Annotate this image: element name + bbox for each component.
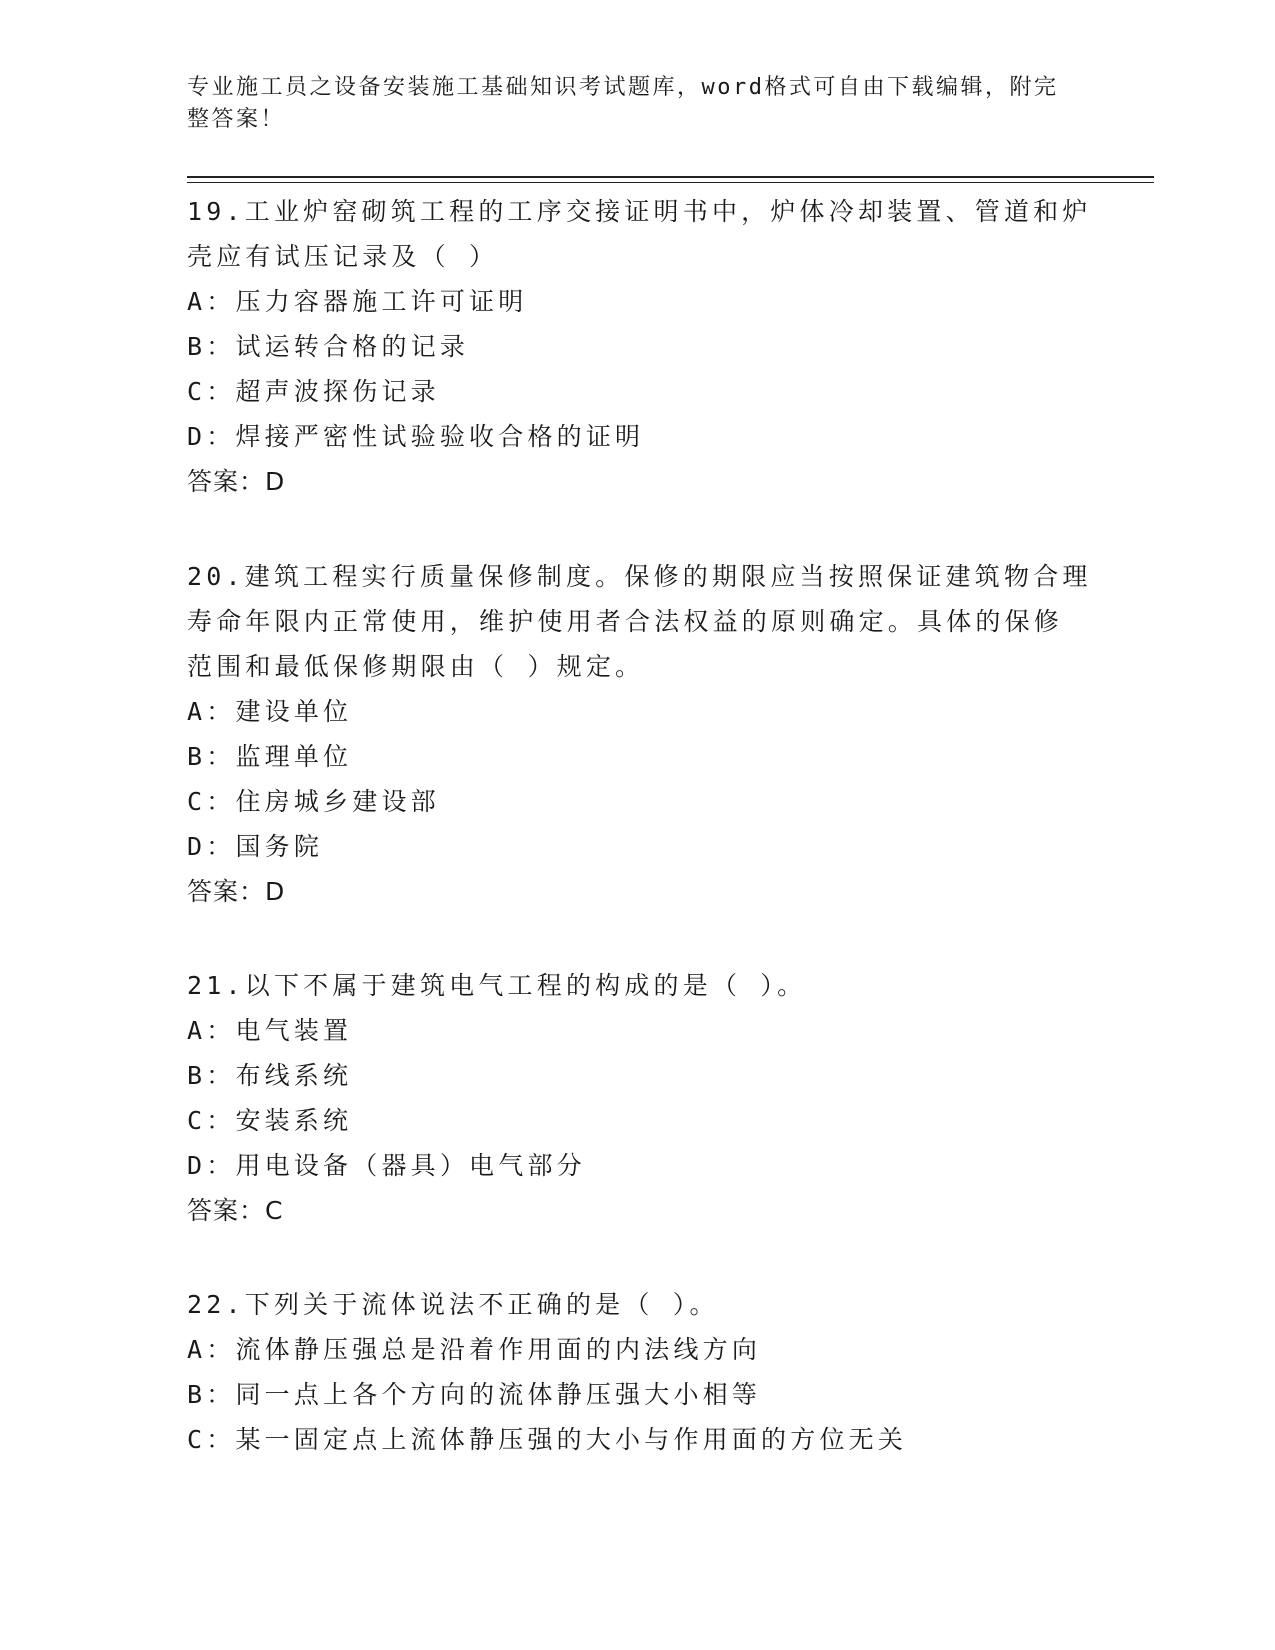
- header-divider: [187, 176, 1154, 178]
- header-line: 整答案！: [187, 107, 286, 132]
- question-text: 寿命年限内正常使用，维护使用者合法权益的原则确定。具体的保修: [187, 607, 1064, 636]
- option-b: B：试运转合格的记录: [187, 332, 470, 361]
- option-d: D：用电设备（器具）电气部分: [187, 1151, 586, 1180]
- question-text: 22.下列关于流体说法不正确的是（ ）。: [187, 1290, 719, 1319]
- option-c: C：安装系统: [187, 1106, 353, 1135]
- option-c: C：某一固定点上流体静压强的大小与作用面的方位无关: [187, 1425, 908, 1454]
- option-c: C：住房城乡建设部: [187, 787, 440, 816]
- question-21: [187, 963, 1087, 1233]
- document-header: [187, 72, 1067, 136]
- question-text: 范围和最低保修期限由（ ）规定。: [187, 652, 645, 681]
- option-a: A：建设单位: [187, 697, 353, 726]
- question-20: [187, 554, 1092, 914]
- answer: 答案：D: [187, 877, 286, 906]
- question-text: 21.以下不属于建筑电气工程的构成的是（ ）。: [187, 971, 807, 1000]
- question-22: [187, 1282, 1087, 1462]
- option-d: D：国务院: [187, 832, 324, 861]
- header-line: 专业施工员之设备安装施工基础知识考试题库，word格式可自由下载编辑，附完: [187, 75, 1059, 100]
- option-b: B：布线系统: [187, 1061, 353, 1090]
- option-a: A：电气装置: [187, 1016, 353, 1045]
- answer: 答案：C: [187, 1196, 284, 1225]
- option-a: A：压力容器施工许可证明: [187, 287, 528, 316]
- option-a: A：流体静压强总是沿着作用面的内法线方向: [187, 1335, 762, 1364]
- option-d: D：焊接严密性试验验收合格的证明: [187, 422, 645, 451]
- question-text: 19.工业炉窑砌筑工程的工序交接证明书中，炉体冷却装置、管道和炉: [187, 197, 1092, 226]
- question-text: 壳应有试压记录及（ ）: [187, 242, 499, 271]
- option-b: B：监理单位: [187, 742, 353, 771]
- answer: 答案：D: [187, 467, 286, 496]
- question-text: 20.建筑工程实行质量保修制度。保修的期限应当按照保证建筑物合理: [187, 562, 1092, 591]
- option-c: C：超声波探伤记录: [187, 377, 440, 406]
- header-divider: [187, 182, 1154, 183]
- option-b: B：同一点上各个方向的流体静压强大小相等: [187, 1380, 762, 1409]
- question-19: [187, 189, 1092, 504]
